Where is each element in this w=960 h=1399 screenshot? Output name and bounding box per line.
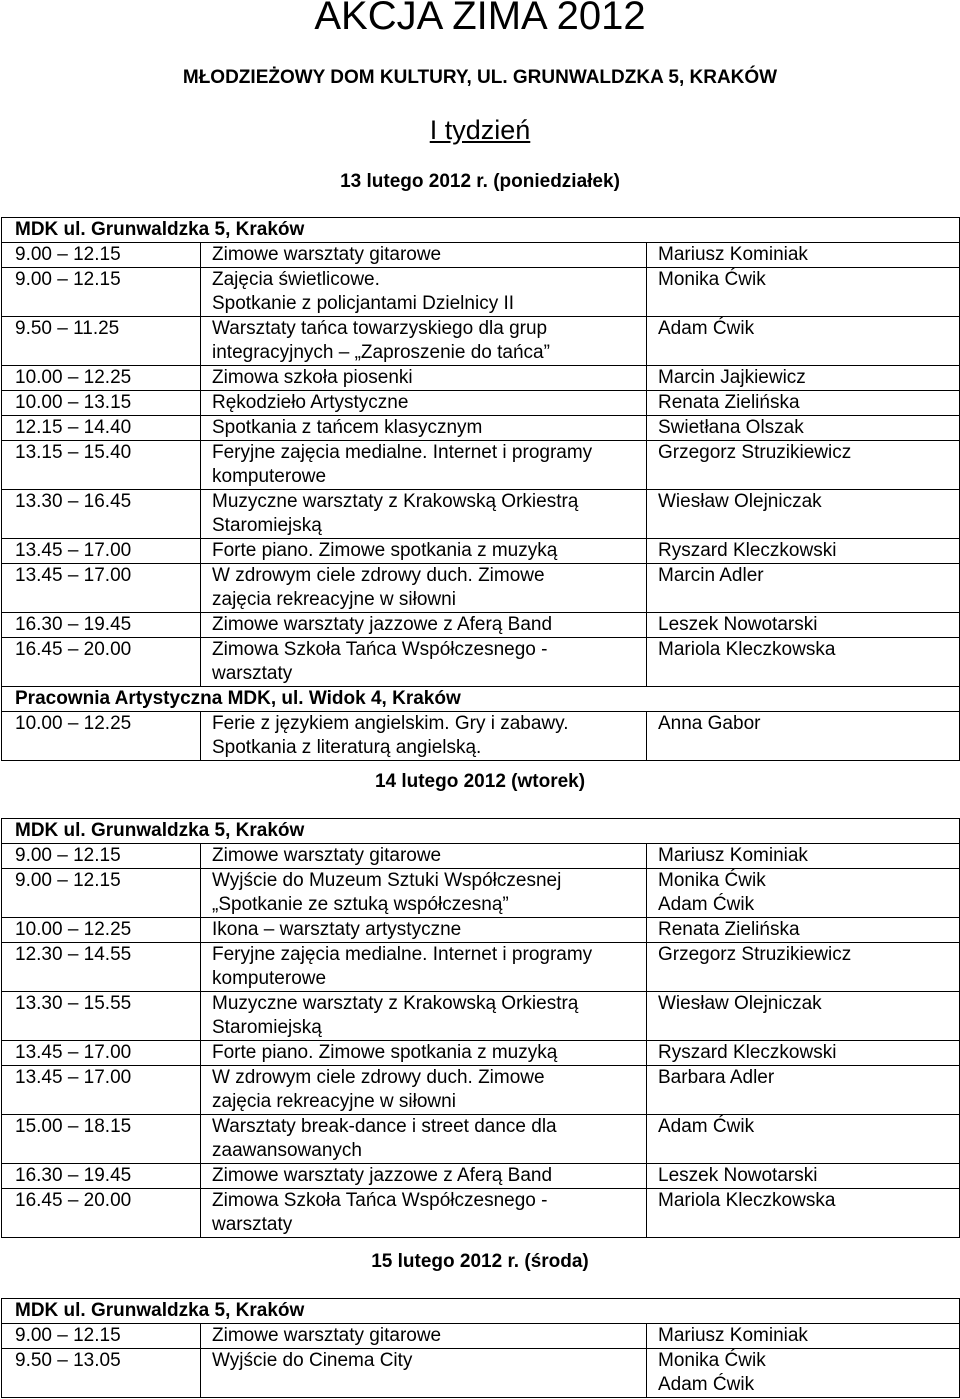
instructor-name: Ryszard Kleczkowski: [658, 540, 837, 561]
table-row: [2, 1115, 960, 1164]
activity-cell: [201, 539, 647, 564]
activity-cell: [201, 943, 647, 992]
activity-text: „Spotkanie ze sztuką współczesną”: [212, 894, 509, 915]
activity-text: Zimowe warsztaty gitarowe: [212, 845, 442, 866]
table-row: [2, 844, 960, 869]
instructor-cell: [647, 1349, 960, 1398]
time-cell: 12.30 – 14.55: [2, 943, 201, 992]
activity-text: Zimowe warsztaty jazzowe z Aferą Band: [212, 1165, 553, 1186]
time-cell: 16.30 – 19.45: [2, 1164, 201, 1189]
activity-cell: [201, 1349, 647, 1398]
instructor-name: Monika Ćwik: [658, 870, 766, 891]
schedule-table: [1, 1298, 960, 1398]
instructor-name: Anna Gabor: [658, 713, 761, 734]
table-row: [2, 317, 960, 366]
table-row: [2, 1041, 960, 1066]
activity-cell: [201, 844, 647, 869]
activity-cell: [201, 638, 647, 687]
instructor-name: Monika Ćwik: [658, 269, 766, 290]
activity-cell: [201, 869, 647, 918]
activity-text: Feryjne zajęcia medialne. Internet i programy: [212, 442, 593, 463]
instructor-name: Swietłana Olszak: [658, 417, 804, 438]
activity-text: Spotkania z literaturą angielską.: [212, 737, 482, 758]
activity-cell: [201, 1115, 647, 1164]
activity-cell: [201, 416, 647, 441]
instructor-cell: [647, 490, 960, 539]
activity-text: Staromiejską: [212, 1017, 322, 1038]
location-label: MDK ul. Grunwaldzka 5, Kraków: [2, 1299, 960, 1324]
activity-text: W zdrowym ciele zdrowy duch. Zimowe: [212, 1067, 545, 1088]
time-cell: 9.00 – 12.15: [2, 1324, 201, 1349]
table-row: [2, 1189, 960, 1238]
time-cell: 10.00 – 13.15: [2, 391, 201, 416]
instructor-name: Ryszard Kleczkowski: [658, 1042, 837, 1063]
table-row: [2, 992, 960, 1041]
activity-text: komputerowe: [212, 968, 327, 989]
time-cell: 16.45 – 20.00: [2, 638, 201, 687]
activity-cell: [201, 317, 647, 366]
instructor-name: Marcin Jajkiewicz: [658, 367, 806, 388]
location-row: [2, 687, 960, 712]
location-row: [2, 1299, 960, 1324]
table-row: [2, 918, 960, 943]
instructor-cell: [647, 564, 960, 613]
activity-cell: [201, 1324, 647, 1349]
location-label: MDK ul. Grunwaldzka 5, Kraków: [2, 819, 960, 844]
time-cell: 13.15 – 15.40: [2, 441, 201, 490]
activity-text: Zimowe warsztaty gitarowe: [212, 1325, 442, 1346]
table-row: [2, 441, 960, 490]
activity-text: zaawansowanych: [212, 1140, 362, 1161]
time-cell: 12.15 – 14.40: [2, 416, 201, 441]
table-row: [2, 243, 960, 268]
schedule-table: [1, 217, 960, 761]
instructor-name: Mariusz Kominiak: [658, 845, 808, 866]
instructor-name: Wiesław Olejniczak: [658, 993, 822, 1014]
day-heading: 13 lutego 2012 r. (poniedziałek): [340, 171, 620, 192]
table-row: [2, 1324, 960, 1349]
activity-text: Warsztaty break-dance i street dance dla: [212, 1116, 557, 1137]
instructor-cell: [647, 638, 960, 687]
instructor-cell: [647, 1041, 960, 1066]
table-row: [2, 268, 960, 317]
table-row: [2, 712, 960, 761]
instructor-name: Grzegorz Struzikiewicz: [658, 442, 852, 463]
instructor-cell: [647, 1324, 960, 1349]
activity-cell: [201, 564, 647, 613]
table-row: [2, 416, 960, 441]
instructor-name: Mariola Kleczkowska: [658, 639, 836, 660]
time-cell: 16.30 – 19.45: [2, 613, 201, 638]
time-cell: 13.45 – 17.00: [2, 564, 201, 613]
activity-text: Zajęcia świetlicowe.: [212, 269, 380, 290]
activity-cell: [201, 613, 647, 638]
table-row: [2, 366, 960, 391]
activity-cell: [201, 490, 647, 539]
location-row: [2, 218, 960, 243]
activity-cell: [201, 1164, 647, 1189]
instructor-cell: [647, 869, 960, 918]
activity-text: Spotkanie z policjantami Dzielnicy II: [212, 293, 515, 314]
table-row: [2, 613, 960, 638]
instructor-cell: [647, 1164, 960, 1189]
instructor-name: Mariusz Kominiak: [658, 1325, 808, 1346]
activity-text: warsztaty: [212, 1214, 293, 1235]
time-cell: 13.30 – 15.55: [2, 992, 201, 1041]
page-title: AKCJA ZIMA 2012: [314, 0, 646, 38]
time-cell: 9.00 – 12.15: [2, 844, 201, 869]
time-cell: 10.00 – 12.25: [2, 366, 201, 391]
activity-cell: [201, 391, 647, 416]
activity-cell: [201, 1066, 647, 1115]
instructor-cell: [647, 416, 960, 441]
instructor-cell: [647, 992, 960, 1041]
time-cell: 13.45 – 17.00: [2, 539, 201, 564]
table-row: [2, 943, 960, 992]
activity-text: Forte piano. Zimowe spotkania z muzyką: [212, 540, 558, 561]
instructor-name: Adam Ćwik: [658, 1116, 755, 1137]
activity-text: Ferie z językiem angielskim. Gry i zabawy.: [212, 713, 569, 734]
instructor-name: Leszek Nowotarski: [658, 614, 818, 635]
table-row: [2, 539, 960, 564]
activity-cell: [201, 1041, 647, 1066]
day-schedule: [0, 818, 960, 1238]
instructor-name: Marcin Adler: [658, 565, 764, 586]
activity-cell: [201, 441, 647, 490]
instructor-name: Renata Zielińska: [658, 919, 800, 940]
time-cell: 9.50 – 11.25: [2, 317, 201, 366]
activity-cell: [201, 992, 647, 1041]
activity-text: Staromiejską: [212, 515, 322, 536]
activity-cell: [201, 712, 647, 761]
table-row: [2, 391, 960, 416]
schedule-table: [1, 818, 960, 1238]
activity-text: Muzyczne warsztaty z Krakowską Orkiestrą: [212, 491, 579, 512]
activity-text: Zimowa szkoła piosenki: [212, 367, 413, 388]
instructor-name: Wiesław Olejniczak: [658, 491, 822, 512]
activity-text: Zimowe warsztaty gitarowe: [212, 244, 442, 265]
instructor-name: Barbara Adler: [658, 1067, 775, 1088]
instructor-cell: [647, 539, 960, 564]
table-row: [2, 1349, 960, 1398]
organization-subtitle: MŁODZIEŻOWY DOM KULTURY, UL. GRUNWALDZKA 5, KRAKÓW: [182, 67, 778, 88]
table-row: [2, 1164, 960, 1189]
instructor-cell: [647, 712, 960, 761]
table-row: [2, 638, 960, 687]
instructor-cell: [647, 391, 960, 416]
instructor-cell: [647, 441, 960, 490]
activity-text: W zdrowym ciele zdrowy duch. Zimowe: [212, 565, 545, 586]
instructor-name: Adam Ćwik: [658, 894, 755, 915]
activity-text: komputerowe: [212, 466, 327, 487]
time-cell: 15.00 – 18.15: [2, 1115, 201, 1164]
time-cell: 13.45 – 17.00: [2, 1066, 201, 1115]
instructor-cell: [647, 613, 960, 638]
table-row: [2, 1066, 960, 1115]
time-cell: 10.00 – 12.25: [2, 712, 201, 761]
activity-cell: [201, 243, 647, 268]
instructor-cell: [647, 268, 960, 317]
instructor-name: Grzegorz Struzikiewicz: [658, 944, 852, 965]
time-cell: 16.45 – 20.00: [2, 1189, 201, 1238]
activity-text: Zimowe warsztaty jazzowe z Aferą Band: [212, 614, 553, 635]
day-heading: 14 lutego 2012 (wtorek): [374, 771, 586, 792]
activity-text: Warsztaty tańca towarzyskiego dla grup: [212, 318, 548, 339]
day-heading: 15 lutego 2012 r. (środa): [371, 1251, 589, 1272]
instructor-name: Renata Zielińska: [658, 392, 800, 413]
time-cell: 10.00 – 12.25: [2, 918, 201, 943]
activity-cell: [201, 918, 647, 943]
activity-text: Rękodzieło Artystyczne: [212, 392, 409, 413]
time-cell: 9.00 – 12.15: [2, 268, 201, 317]
table-row: [2, 490, 960, 539]
activity-text: zajęcia rekreacyjne w siłowni: [212, 1091, 456, 1112]
activity-text: Zimowa Szkoła Tańca Współczesnego -: [212, 1190, 548, 1211]
week-heading: I tydzień: [429, 115, 531, 145]
instructor-name: Monika Ćwik: [658, 1350, 766, 1371]
activity-text: Wyjście do Muzeum Sztuki Współczesnej: [212, 870, 562, 891]
activity-text: Zimowa Szkoła Tańca Współczesnego -: [212, 639, 548, 660]
activity-text: warsztaty: [212, 663, 293, 684]
day-schedule: [0, 1298, 960, 1398]
activity-cell: [201, 268, 647, 317]
instructor-name: Mariusz Kominiak: [658, 244, 808, 265]
instructor-cell: [647, 1189, 960, 1238]
time-cell: 13.30 – 16.45: [2, 490, 201, 539]
day-schedule: [0, 217, 960, 761]
instructor-cell: [647, 317, 960, 366]
activity-text: Spotkania z tańcem klasycznym: [212, 417, 483, 438]
instructor-cell: [647, 943, 960, 992]
instructor-cell: [647, 366, 960, 391]
activity-cell: [201, 366, 647, 391]
activity-cell: [201, 1189, 647, 1238]
activity-text: Wyjście do Cinema City: [212, 1350, 413, 1371]
activity-text: Feryjne zajęcia medialne. Internet i programy: [212, 944, 593, 965]
instructor-cell: [647, 918, 960, 943]
table-row: [2, 869, 960, 918]
table-row: [2, 564, 960, 613]
time-cell: 13.45 – 17.00: [2, 1041, 201, 1066]
activity-text: integracyjnych – „Zaproszenie do tańca”: [212, 342, 550, 363]
instructor-cell: [647, 1066, 960, 1115]
instructor-cell: [647, 243, 960, 268]
activity-text: zajęcia rekreacyjne w siłowni: [212, 589, 456, 610]
instructor-cell: [647, 844, 960, 869]
activity-text: Muzyczne warsztaty z Krakowską Orkiestrą: [212, 993, 579, 1014]
activity-text: Ikona – warsztaty artystyczne: [212, 919, 462, 940]
location-row: [2, 819, 960, 844]
location-label: MDK ul. Grunwaldzka 5, Kraków: [2, 218, 960, 243]
instructor-name: Adam Ćwik: [658, 1374, 755, 1395]
activity-text: Forte piano. Zimowe spotkania z muzyką: [212, 1042, 558, 1063]
instructor-name: Leszek Nowotarski: [658, 1165, 818, 1186]
instructor-name: Adam Ćwik: [658, 318, 755, 339]
instructor-cell: [647, 1115, 960, 1164]
instructor-name: Mariola Kleczkowska: [658, 1190, 836, 1211]
time-cell: 9.00 – 12.15: [2, 243, 201, 268]
time-cell: 9.00 – 12.15: [2, 869, 201, 918]
time-cell: 9.50 – 13.05: [2, 1349, 201, 1398]
location-label: Pracownia Artystyczna MDK, ul. Widok 4, Kraków: [2, 687, 960, 712]
